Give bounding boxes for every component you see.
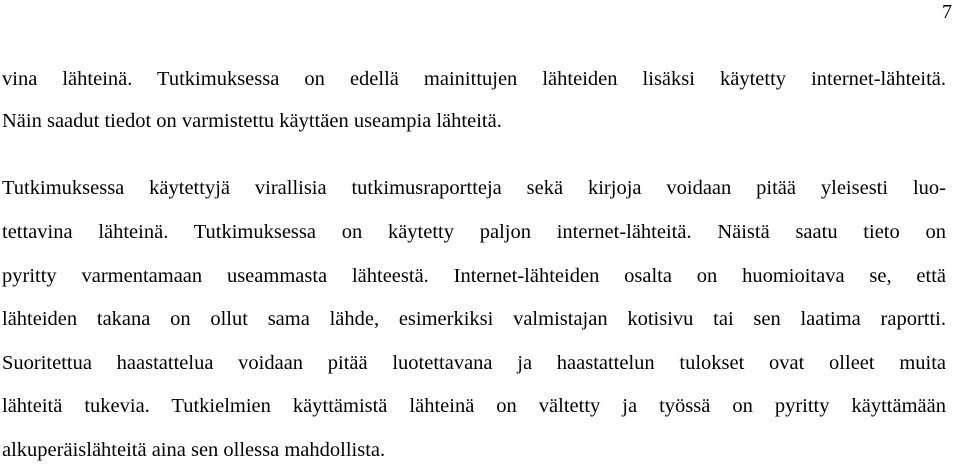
text-line: lähteitä tukevia. Tutkielmien käyttämistä lähteinä on vältetty ja työssä on pyritty käyttämään	[2, 395, 946, 417]
text-line: lähteiden takana on ollut sama lähde, esimerkiksi valmistajan kotisivu tai sen laatima raportti.	[2, 308, 946, 330]
page-number: 7	[942, 1, 952, 23]
text-line: Näin saadut tiedot on varmistettu käyttäen useampia lähteitä.	[2, 110, 502, 132]
text-line: vina lähteinä. Tutkimuksessa on edellä mainittujen lähteiden lisäksi käytetty internet-lähteitä.	[2, 68, 946, 90]
text-line: Suoritettua haastattelua voidaan pitää luotettavana ja haastattelun tulokset ovat olleet muita	[2, 352, 946, 374]
text-line: Tutkimuksessa käytettyjä virallisia tutkimusraportteja sekä kirjoja voidaan pitää yleisesti luo-	[2, 177, 946, 199]
text-line: pyritty varmentamaan useammasta lähteestä. Internet-lähteiden osalta on huomioitava se, että	[2, 265, 946, 287]
text-line: alkuperäislähteitä aina sen ollessa mahdollista.	[2, 439, 386, 461]
text-line: tettavina lähteinä. Tutkimuksessa on käytetty paljon internet-lähteitä. Näistä saatu tieto on	[2, 221, 946, 243]
